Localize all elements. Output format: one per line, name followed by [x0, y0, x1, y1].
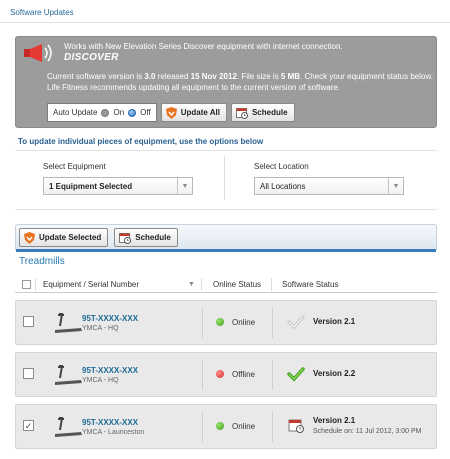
calendar-icon — [287, 418, 305, 434]
row-checkbox[interactable] — [23, 316, 34, 327]
page-title: Software Updates — [10, 8, 74, 17]
discover-logo: DISCOVER — [64, 52, 119, 63]
facility-name: YMCA - HQ — [82, 377, 119, 384]
online-status-dot — [216, 422, 224, 430]
facility-name: YMCA - Launceston — [82, 429, 145, 436]
facility-name: YMCA - HQ — [82, 325, 119, 332]
on-label: On — [113, 108, 125, 117]
online-status-dot — [216, 318, 224, 326]
off-label: Off — [140, 108, 151, 117]
select-equipment-label: Select Equipment — [43, 162, 106, 171]
online-status: Online — [232, 318, 256, 327]
serial-number[interactable]: 95T-XXXX-XXX — [82, 314, 139, 323]
serial-number[interactable]: 95T-XXXX-XXX — [82, 418, 139, 427]
table-row[interactable] — [15, 404, 437, 449]
version-info-text: Current software version is 3.0 released 15 Nov 2012. File size is 5 MB. Check your equipment status below. Life Fitness recommends updating all equipment to the current version of software. — [47, 72, 434, 92]
chevron-down-icon: ▼ — [388, 178, 403, 194]
equipment-select[interactable]: 1 Equipment Selected ▼ — [43, 177, 193, 195]
schedule-all-button[interactable]: Schedule — [231, 103, 295, 122]
update-all-button[interactable]: Update All — [161, 103, 227, 122]
col-online-status: Online Status — [213, 279, 262, 289]
treadmill-icon — [49, 416, 85, 438]
file-size: 5 MB — [280, 72, 301, 81]
serial-number[interactable]: 95T-XXXX-XXX — [82, 366, 139, 375]
current-version: 3.0 — [144, 72, 156, 81]
software-info-panel — [15, 36, 437, 128]
individual-update-heading: To update individual pieces of equipment, use the options below — [18, 137, 264, 146]
action-bar — [15, 224, 437, 250]
auto-update-toggle — [47, 103, 157, 122]
filter-bottom-divider — [15, 209, 437, 210]
scheduled-update-text: Schedule on: 11 Jul 2012, 3:00 PM — [313, 428, 422, 435]
auto-update-on-radio[interactable] — [101, 109, 109, 117]
row-checkbox[interactable]: ✓ — [24, 421, 33, 431]
row-checkbox[interactable] — [23, 368, 34, 379]
update-shield-icon — [24, 232, 35, 244]
treadmill-icon — [49, 364, 85, 386]
col-software-status: Software Status — [282, 279, 339, 289]
online-status: Online — [232, 422, 256, 431]
auto-update-off-radio[interactable] — [128, 109, 136, 117]
chevron-down-icon: ▼ — [177, 178, 192, 194]
calendar-clock-icon — [236, 107, 248, 119]
select-all-checkbox[interactable] — [22, 280, 31, 289]
software-version: Version 2.1 — [313, 416, 356, 425]
check-outline-icon — [287, 314, 305, 330]
table-row[interactable] — [15, 352, 437, 397]
treadmill-icon — [49, 312, 85, 334]
select-location-label: Select Location — [254, 162, 309, 171]
calendar-clock-icon — [119, 232, 131, 244]
update-shield-icon — [166, 107, 177, 119]
location-select[interactable]: All Locations ▼ — [254, 177, 404, 195]
update-selected-button[interactable]: Update Selected — [19, 228, 108, 247]
software-version: Version 2.2 — [313, 369, 356, 378]
online-status: Offline — [232, 370, 255, 379]
schedule-selected-button[interactable]: Schedule — [114, 228, 178, 247]
col-equipment[interactable]: Equipment / Serial Number — [43, 279, 140, 289]
sort-down-icon[interactable]: ▼ — [188, 280, 195, 288]
auto-update-label: Auto Update — [53, 108, 98, 117]
megaphone-icon — [22, 42, 60, 64]
check-green-icon — [287, 366, 305, 382]
section-title: Treadmills — [19, 256, 65, 267]
table-header — [15, 276, 437, 293]
title-divider — [0, 22, 450, 23]
works-with-text: Works with New Elevation Series Discover equipment with internet connection. — [64, 42, 343, 51]
offline-status-dot — [216, 370, 224, 378]
filter-top-divider — [15, 150, 437, 151]
software-version: Version 2.1 — [313, 317, 356, 326]
filter-divider — [224, 156, 225, 200]
release-date: 15 Nov 2012 — [190, 72, 237, 81]
table-row[interactable] — [15, 300, 437, 345]
